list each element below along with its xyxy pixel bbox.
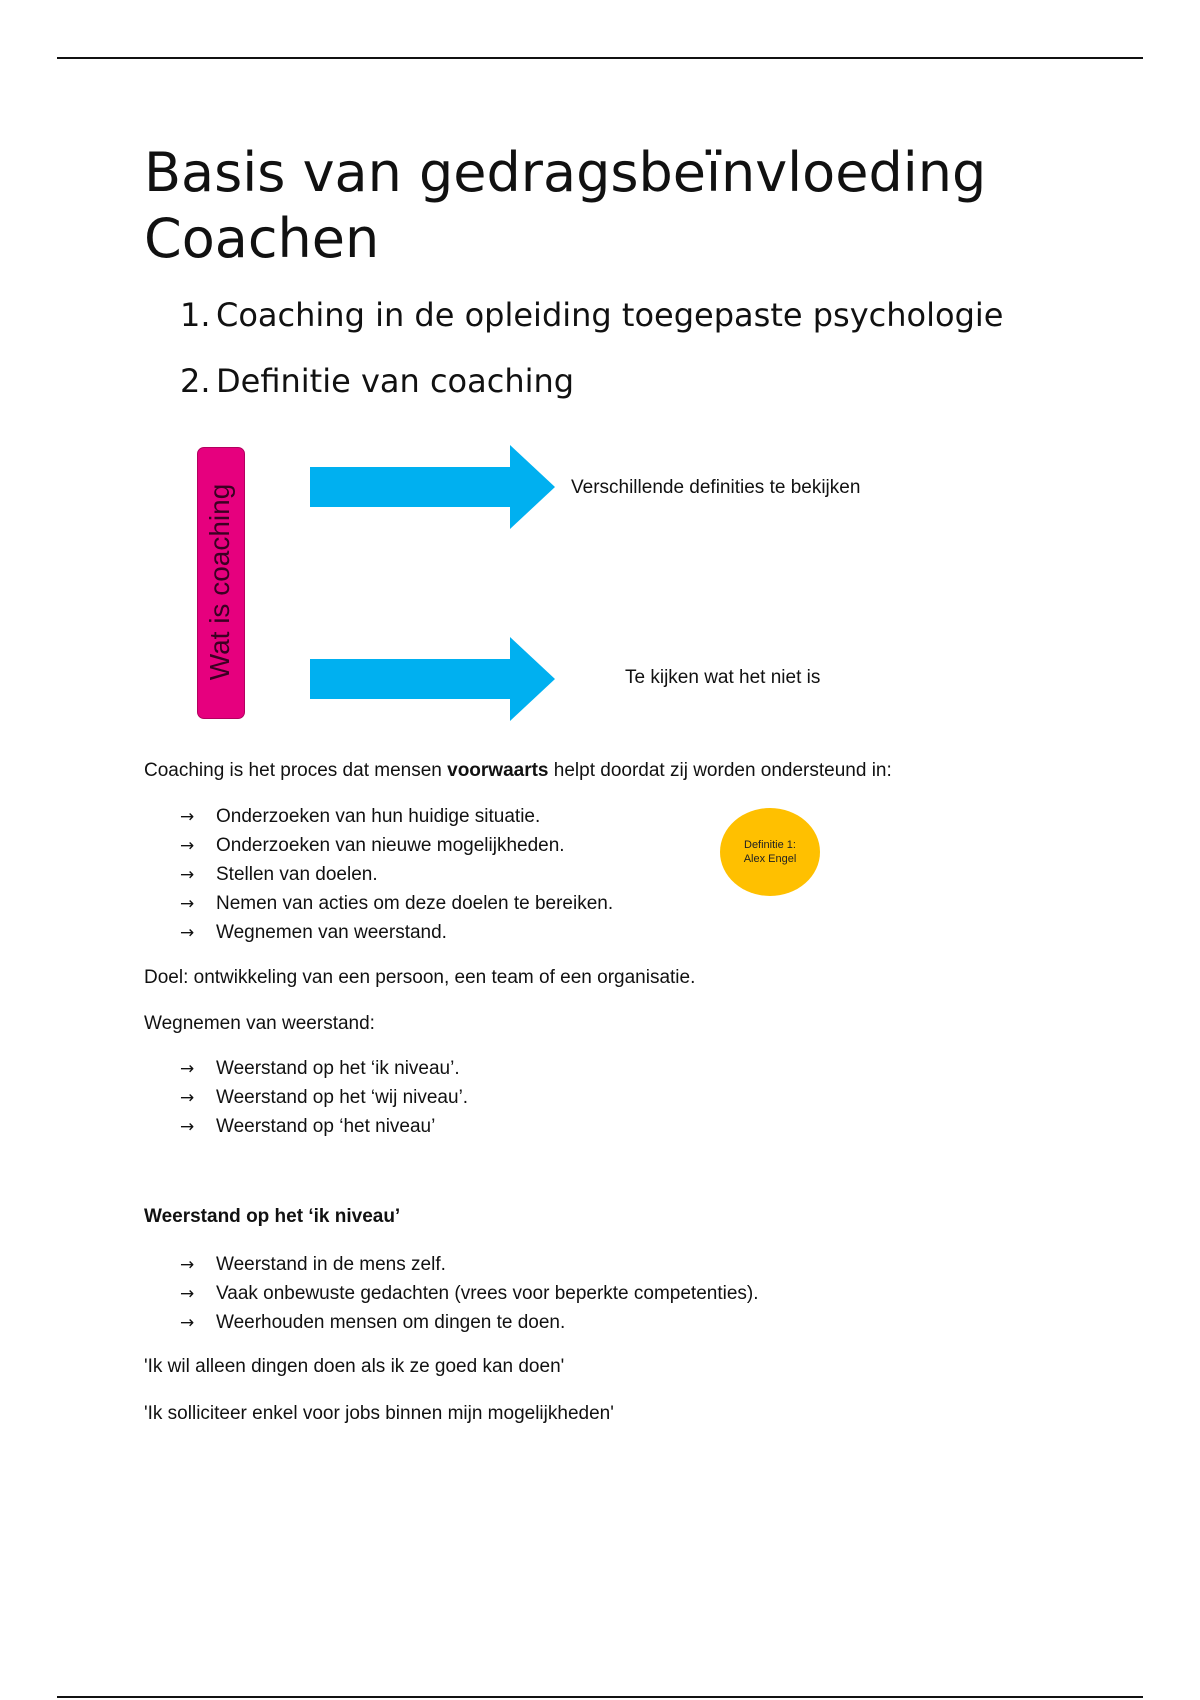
weerstand-intro: Wegnemen van weerstand: [144, 1013, 375, 1034]
heading-coaching-opleiding [180, 296, 1003, 334]
list-item-text: Nemen van acties om deze doelen te bereiken. [216, 892, 614, 914]
coaching-list [180, 802, 613, 947]
arrow-bullet-icon: → [180, 893, 195, 914]
quote-1: 'Ik wil alleen dingen doen als ik ze goed kan doen' [144, 1356, 565, 1377]
coaching-diagram [195, 445, 945, 720]
arrow-bullet-icon: → [180, 864, 195, 885]
list-item-text: Weerstand op ‘het niveau’ [216, 1115, 436, 1137]
title-line-2: Coachen [144, 207, 380, 270]
arrow-right-icon [310, 445, 555, 529]
arrow-bullet-icon: → [180, 1312, 195, 1333]
arrow-right-icon [310, 637, 555, 721]
list-item-text: Weerhouden mensen om dingen te doen. [216, 1311, 566, 1333]
list-item-text: Onderzoeken van hun huidige situatie. [216, 805, 541, 827]
intro-text: Coaching is het proces dat mensen [144, 760, 448, 781]
heading-number: 2. [180, 362, 211, 400]
intro-paragraph [144, 760, 892, 782]
arrow-bullet-icon: → [180, 1116, 195, 1137]
ik-niveau-list [180, 1250, 759, 1337]
arrow-1-text: Verschillende definities te bekijken [571, 477, 861, 498]
section-heading: Weerstand op het ‘ik niveau’ [144, 1206, 401, 1227]
list-item [180, 1308, 759, 1337]
list-item-text: Wegnemen van weerstand. [216, 921, 447, 943]
list-item [180, 1054, 468, 1083]
arrow-2-text: Te kijken wat het niet is [625, 667, 821, 688]
list-item-text: Onderzoeken van nieuwe mogelijkheden. [216, 834, 565, 856]
arrow-bullet-icon: → [180, 1254, 195, 1275]
list-item-text: Vaak onbewuste gedachten (vrees voor beperkte competenties). [216, 1282, 759, 1304]
heading-text: Definitie van coaching [216, 362, 575, 400]
list-item [180, 918, 613, 947]
arrow-bullet-icon: → [180, 922, 195, 943]
list-item-text: Stellen van doelen. [216, 863, 378, 885]
heading-text: Coaching in de opleiding toegepaste psychologie [216, 296, 1004, 334]
top-rule [57, 57, 1143, 59]
list-item [180, 1083, 468, 1112]
intro-text: helpt doordat zij worden ondersteund in: [548, 760, 892, 781]
page-title [144, 140, 986, 272]
badge-line-2: Alex Engel [743, 853, 797, 865]
weerstand-list [180, 1054, 468, 1141]
pill-label: Wat is coaching [204, 483, 235, 681]
arrow-bullet-icon: → [180, 1087, 195, 1108]
bottom-rule [57, 1696, 1143, 1698]
heading-definitie [180, 362, 574, 400]
heading-number: 1. [180, 296, 211, 334]
intro-bold: voorwaarts [447, 760, 549, 781]
list-item [180, 1112, 468, 1141]
badge-line-1: Definitie 1: [744, 839, 796, 851]
list-item [180, 860, 613, 889]
arrow-bullet-icon: → [180, 1283, 195, 1304]
list-item [180, 1279, 759, 1308]
list-item-text: Weerstand op het ‘ik niveau’. [216, 1057, 460, 1079]
arrow-bullet-icon: → [180, 1058, 195, 1079]
quote-2: 'Ik solliciteer enkel voor jobs binnen mijn mogelijkheden' [144, 1403, 614, 1424]
definition-badge [720, 808, 820, 896]
list-item [180, 1250, 759, 1279]
doel-paragraph: Doel: ontwikkeling van een persoon, een team of een organisatie. [144, 967, 696, 988]
arrow-bullet-icon: → [180, 835, 195, 856]
list-item [180, 802, 613, 831]
title-line-1: Basis van gedragsbeïnvloeding [144, 141, 987, 204]
arrow-bullet-icon: → [180, 806, 195, 827]
list-item-text: Weerstand op het ‘wij niveau’. [216, 1086, 469, 1108]
list-item [180, 889, 613, 918]
list-item-text: Weerstand in de mens zelf. [216, 1253, 446, 1275]
list-item [180, 831, 613, 860]
